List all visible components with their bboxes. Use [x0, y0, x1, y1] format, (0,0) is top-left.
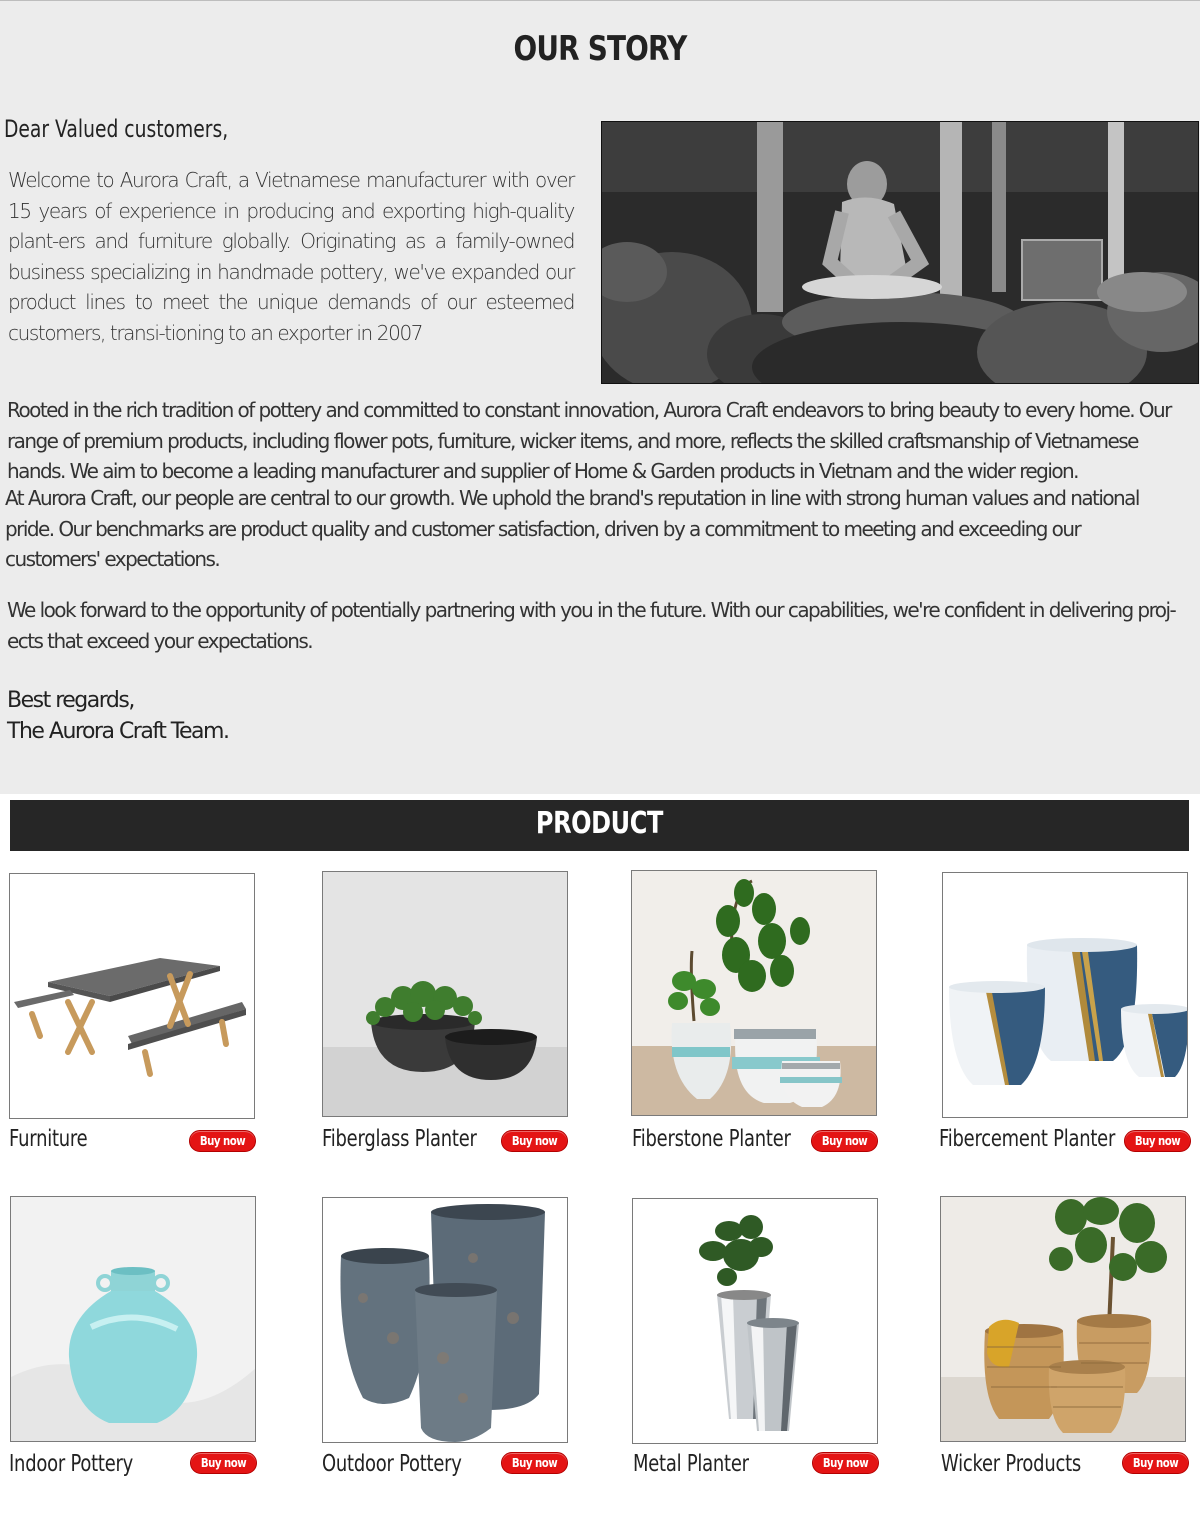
buy-now-button-metal-planter[interactable]: [812, 1452, 879, 1490]
story-paragraph-people: At Aurora Craft, our people are central to our growth. We uphold the brand's reputation in line with strong human values and national pride. Our benchmarks are product quality and customer satisfaction, driven by a commitment to meeting and exceeding our customers' expectations.: [5, 486, 1139, 571]
wicker-baskets-illustration: [941, 1197, 1186, 1442]
product-name-metal-planter[interactable]: Metal Planter: [633, 1451, 749, 1477]
buy-now-label: Buy now >>: [1134, 1134, 1181, 1168]
picnic-table-illustration: [10, 874, 255, 1119]
buy-now-label: Buy now >>: [821, 1134, 868, 1168]
product-section-title: [10, 800, 1189, 851]
product-name-indoor-pottery[interactable]: Indoor Pottery: [9, 1451, 134, 1477]
product-name-fibercement-planter[interactable]: Fibercement Planter: [939, 1126, 1116, 1152]
buy-now-label: Buy now >>: [511, 1456, 558, 1490]
product-image-indoor-pottery[interactable]: [10, 1196, 256, 1442]
fiberstone-pots-illustration: [632, 871, 877, 1116]
story-paragraph-partnership: We look forward to the opportunity of potentially partnering with you in the future. With our capabilities, we're confident in delivering proj- ects that exceed your expectations.: [7, 598, 1176, 653]
indoor-vase-illustration: [11, 1197, 256, 1442]
product-name-outdoor-pottery[interactable]: Outdoor Pottery: [322, 1451, 462, 1477]
story-intro-paragraph: Welcome to Aurora Craft, a Vietnamese manufacturer with over 15 years of experience in producing and exporting high-quality plant-ers and furniture globally. Originating as a family-owned business specializing in handmade pottery, we've expanded our product lines to meet the unique demands of our esteemed customers, transi-tioning to an exporter in 2007: [8, 168, 574, 345]
buy-now-button-wicker-products[interactable]: [1122, 1452, 1189, 1490]
buy-now-label: Buy now >>: [822, 1456, 869, 1490]
buy-now-label: Buy now >>: [511, 1134, 558, 1168]
buy-now-button-furniture[interactable]: [189, 1130, 256, 1168]
workshop-photo: [601, 121, 1199, 384]
product-image-fibercement-planter[interactable]: [942, 872, 1188, 1118]
buy-now-label: Buy now >>: [200, 1456, 247, 1490]
story-greeting: Dear Valued customers,: [4, 115, 229, 143]
product-image-metal-planter[interactable]: [632, 1198, 878, 1444]
buy-now-button-outdoor-pottery[interactable]: [501, 1452, 568, 1490]
buy-now-button-indoor-pottery[interactable]: [190, 1452, 257, 1490]
buy-now-label: Buy now >>: [199, 1134, 246, 1168]
story-signoff: Best regards, The Aurora Craft Team.: [7, 688, 229, 744]
product-image-outdoor-pottery[interactable]: [322, 1197, 568, 1443]
product-image-wicker-products[interactable]: [940, 1196, 1186, 1442]
product-image-fiberglass-planter[interactable]: [322, 871, 568, 1117]
fiberglass-bowls-illustration: [323, 872, 568, 1117]
product-name-furniture[interactable]: Furniture: [9, 1126, 88, 1152]
fibercement-pots-illustration: [943, 873, 1188, 1118]
product-image-furniture[interactable]: [9, 873, 255, 1119]
buy-now-label: Buy now >>: [1132, 1456, 1179, 1490]
buy-now-button-fiberglass-planter[interactable]: [501, 1130, 568, 1168]
product-title-text: PRODUCT: [535, 806, 664, 841]
product-name-fiberglass-planter[interactable]: Fiberglass Planter: [322, 1126, 477, 1152]
story-title: OUR STORY: [513, 29, 687, 69]
workshop-photo-art: [602, 122, 1199, 384]
buy-now-button-fibercement-planter[interactable]: [1124, 1130, 1191, 1168]
product-image-fiberstone-planter[interactable]: [631, 870, 877, 1116]
story-paragraph-tradition: Rooted in the rich tradition of pottery and committed to constant innovation, Aurora Craft endeavors to bring beauty to every home. Our range of premium products, including flower pots, furniture, wicker items, and more, reflects the skilled craftsmanship of Vietnamese hands. We aim to become a leading manufacturer and supplier of Home & Garden products in Vietnam and the wider region.: [7, 398, 1171, 483]
product-name-fiberstone-planter[interactable]: Fiberstone Planter: [632, 1126, 791, 1152]
metal-planters-illustration: [633, 1199, 878, 1444]
buy-now-button-fiberstone-planter[interactable]: [811, 1130, 878, 1168]
product-name-wicker-products[interactable]: Wicker Products: [941, 1451, 1082, 1477]
outdoor-pots-illustration: [323, 1198, 568, 1443]
